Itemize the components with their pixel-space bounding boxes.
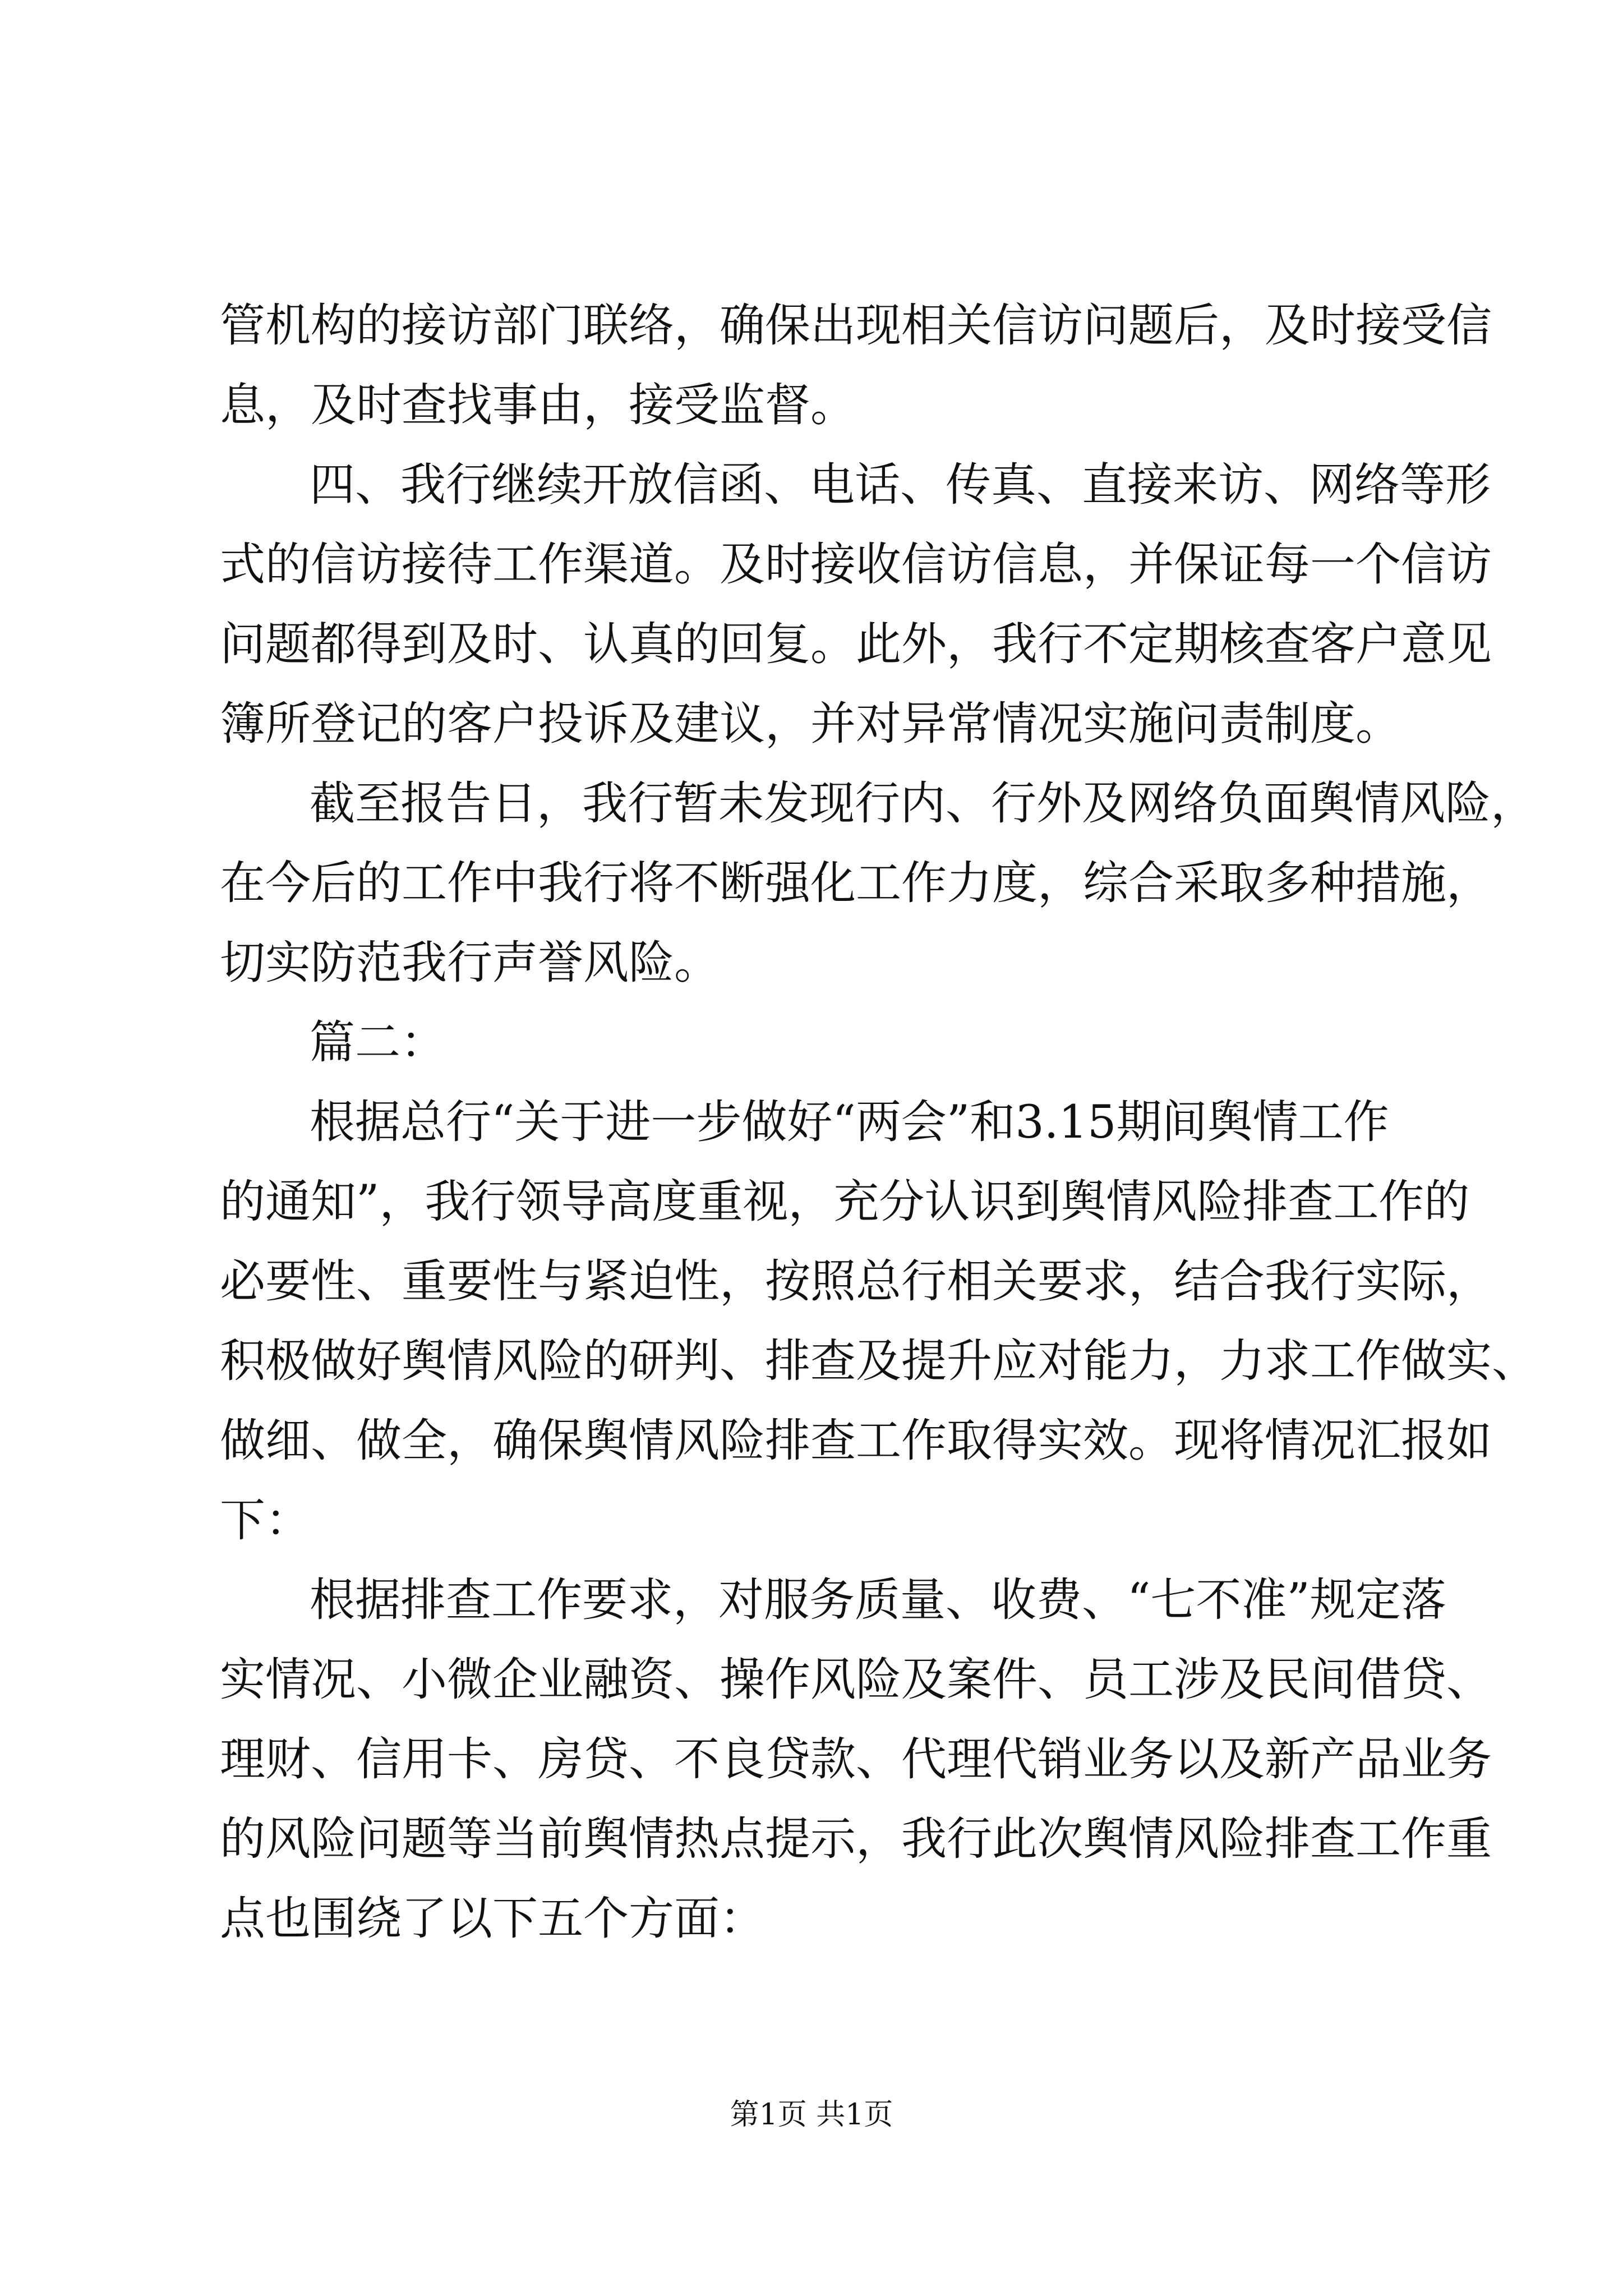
text-line: 簿所登记的客户投诉及建议，并对异常情况实施问责制度。 (220, 698, 1401, 751)
text-line: 截至报告日，我行暂未发现行内、行外及网络负面舆情风险， (310, 777, 1537, 830)
text-line: 问题都得到及时、认真的回复。此外，我行不定期核查客户意见 (220, 618, 1492, 671)
text-line: 积极做好舆情风险的研判、排查及提升应对能力，力求工作做实、 (220, 1335, 1538, 1388)
text-line: 下： (220, 1494, 311, 1547)
page-footer: 第1页 共1页 (730, 2098, 893, 2132)
text-line: 式的信访接待工作渠道。及时接收信访信息，并保证每一个信访 (220, 539, 1492, 591)
text-line: 理财、信用卡、房贷、不良贷款、代理代销业务以及新产品业务 (220, 1733, 1492, 1786)
text-line: 切实防范我行声誉风险。 (220, 937, 720, 990)
text-line: 根据排查工作要求，对服务质量、收费、“七不准”规定落 (310, 1574, 1446, 1627)
text-line: 的通知”，我行领导高度重视，充分认识到舆情风险排查工作的 (220, 1176, 1470, 1228)
text-line: 做细、做全，确保舆情风险排查工作取得实效。现将情况汇报如 (220, 1415, 1492, 1467)
document-body (220, 286, 1538, 1959)
text-line: 根据总行“关于进一步做好“两会”和3.15期间舆情工作 (310, 1096, 1389, 1149)
text-line: 实情况、小微企业融资、操作风险及案件、员工涉及民间借贷、 (220, 1654, 1492, 1706)
text-line: 息，及时查找事由，接受监督。 (220, 379, 856, 432)
text-line: 四、我行继续开放信函、电话、传真、直接来访、网络等形 (310, 459, 1491, 512)
text-line: 必要性、重要性与紧迫性，按照总行相关要求，结合我行实际， (220, 1255, 1492, 1308)
text-line: 篇二： (310, 1016, 446, 1069)
text-line: 管机构的接访部门联络，确保出现相关信访问题后，及时接受信 (220, 300, 1492, 352)
text-line: 在今后的工作中我行将不断强化工作力度，综合采取多种措施， (220, 857, 1492, 910)
text-line: 点也围绕了以下五个方面： (220, 1893, 766, 1945)
text-line: 的风险问题等当前舆情热点提示，我行此次舆情风险排查工作重 (220, 1813, 1492, 1866)
